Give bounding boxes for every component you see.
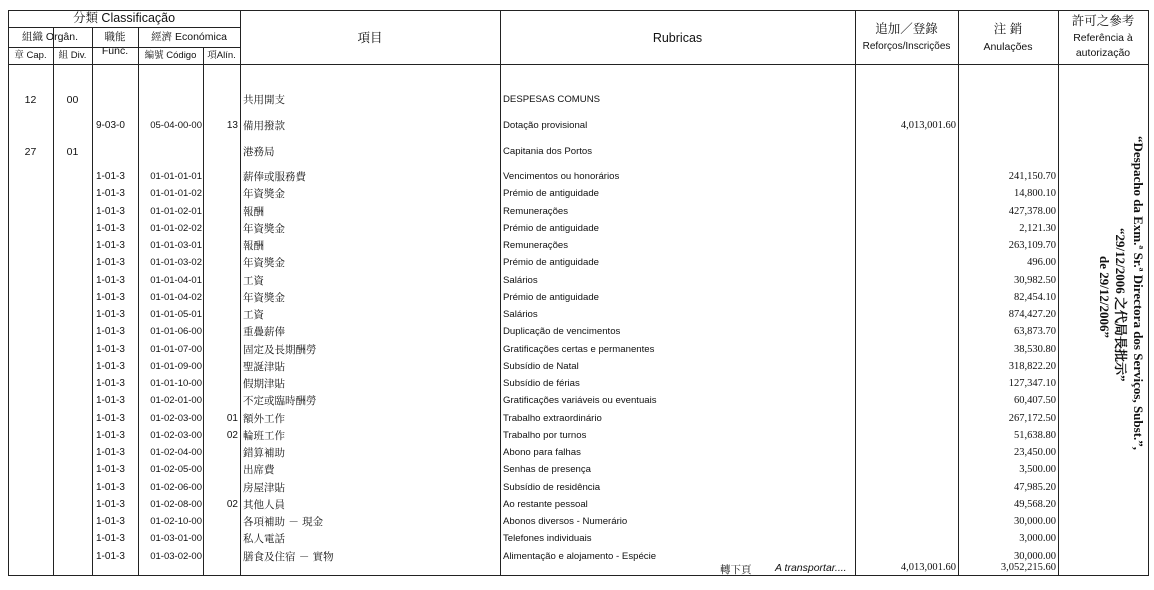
cell-anulacao: 14,800.10 (1014, 188, 1056, 200)
cell-zh: 報酬 (243, 205, 264, 218)
cell-func: 1-01-3 (96, 464, 125, 476)
cell-code: 01-02-10-00 (150, 516, 202, 527)
cell-func: 1-01-3 (96, 343, 125, 355)
cell-code: 01-01-03-01 (150, 240, 202, 251)
reference-header-pt2: autorização (1075, 47, 1131, 59)
cell-div: 01 (66, 146, 79, 158)
cell-anulacao: 241,150.70 (1008, 171, 1056, 182)
cell-pt: Prémio de antiguidade (503, 222, 600, 234)
cell-func: 1-01-3 (96, 326, 125, 338)
cell-code: 01-01-09-00 (150, 360, 202, 372)
reference-header-pt1: Referência à (1073, 32, 1133, 44)
cell-code: 01-01-03-02 (150, 257, 202, 269)
cell-anulacao: 2,121.30 (1019, 222, 1056, 234)
cell-code: 01-03-02-00 (150, 550, 202, 562)
cell-pt: Salários (503, 274, 538, 286)
chapter-header: 章 Cap. (14, 50, 47, 61)
reference-header-zh: 許可之參考 (1071, 14, 1135, 28)
cell-func: 1-01-3 (96, 533, 125, 545)
cell-pt: Trabalho por turnos (503, 429, 587, 441)
cell-anulacao: 263,109.70 (1008, 240, 1056, 251)
cell-func: 1-01-3 (96, 516, 125, 527)
cell-zh: 年資獎金 (243, 222, 285, 235)
cell-func: 1-01-3 (96, 481, 125, 493)
cell-pt: Subsídio de férias (503, 378, 580, 389)
cell-func: 9-03-0 (96, 120, 125, 131)
cell-func: 1-01-3 (96, 291, 125, 303)
alinea-header: 項Alín. (207, 50, 236, 61)
cell-cap: 12 (24, 94, 37, 106)
cell-zh: 工資 (243, 309, 264, 321)
cell-func: 1-01-3 (96, 274, 125, 286)
cell-alin: 01 (226, 412, 238, 424)
division-header: 組 Div. (58, 50, 87, 61)
cell-code: 01-01-02-02 (150, 222, 202, 234)
cell-zh: 共用開支 (243, 94, 285, 106)
authorization-line-1: “Despacho da Exm.ª Sr.ª Directora dos Serviços, Subst.”, (1131, 136, 1146, 451)
cell-code: 01-02-03-00 (150, 412, 202, 424)
cell-zh: 年資獎金 (243, 257, 285, 270)
cell-func: 1-01-3 (96, 205, 125, 217)
cell-code: 01-02-01-00 (150, 395, 202, 407)
cell-code: 01-01-10-00 (150, 378, 202, 389)
cell-anulacao: 51,638.80 (1014, 429, 1056, 441)
cell-code: 01-01-01-02 (150, 188, 202, 200)
cell-alin: 02 (226, 429, 238, 441)
cell-func: 1-01-3 (96, 429, 125, 441)
reforcos-header-pt: Reforços/Inscrições (862, 41, 951, 52)
cell-code: 01-01-04-02 (150, 291, 202, 303)
cell-func: 1-01-3 (96, 240, 125, 251)
cell-anulacao: 30,000.00 (1014, 550, 1056, 562)
cell-pt: Capitania dos Portos (503, 146, 593, 157)
authorization-line-3: de 29/12/2006” (1097, 256, 1112, 338)
cell-alin: 13 (226, 120, 238, 131)
cell-code: 01-02-06-00 (150, 481, 202, 493)
cell-pt: Subsídio de Natal (503, 360, 579, 372)
cell-code: 01-01-01-01 (150, 171, 202, 182)
cell-zh: 年資獎金 (243, 291, 285, 304)
cell-pt: Telefones individuais (503, 533, 592, 545)
cell-anulacao: 23,450.00 (1014, 447, 1056, 458)
authorization-reference (1060, 128, 1154, 568)
cell-zh: 薪俸或服務費 (243, 171, 306, 183)
cell-anulacao: 3,500.00 (1019, 464, 1056, 476)
reforcos-header-zh: 追加／登錄 (875, 22, 938, 36)
cell-zh: 膳食及住宿 － 實物 (243, 550, 334, 563)
cell-zh: 錯算補助 (243, 447, 285, 459)
cell-anulacao: 38,530.80 (1014, 343, 1056, 355)
cell-zh: 工資 (243, 274, 264, 287)
cell-zh: 額外工作 (243, 412, 285, 425)
cell-zh: 報酬 (243, 240, 264, 252)
cell-zh: 聖誕津貼 (243, 360, 285, 373)
cell-anulacao: 874,427.20 (1008, 309, 1056, 320)
item-header: 項目 (357, 31, 383, 45)
cell-code: 01-01-04-01 (150, 274, 202, 286)
cell-func: 1-01-3 (96, 378, 125, 389)
cell-anulacao: 47,985.20 (1014, 481, 1056, 493)
cell-code: 01-03-01-00 (150, 533, 202, 545)
cell-func: 1-01-3 (96, 447, 125, 458)
cell-pt: Abonos diversos - Numerário (503, 516, 628, 527)
cell-pt: Subsídio de residência (503, 481, 601, 493)
cell-zh: 出席費 (243, 464, 275, 477)
cell-zh: 各項補助 － 現金 (243, 516, 324, 528)
cell-code: 01-01-05-01 (150, 309, 202, 320)
total-anulacoes: 3,052,215.60 (1000, 562, 1056, 573)
cell-code: 01-02-04-00 (150, 447, 202, 458)
cell-anulacao: 318,822.20 (1008, 360, 1056, 372)
cell-zh: 港務局 (243, 146, 275, 158)
cell-anulacao: 63,873.70 (1014, 326, 1056, 338)
cell-zh: 年資獎金 (243, 188, 285, 201)
classification-header: 分類 Classificação (72, 11, 176, 25)
cell-anulacao: 49,568.20 (1014, 498, 1056, 510)
cell-pt: Alimentação e alojamento - Espécie (503, 550, 657, 562)
cell-zh: 固定及長期酬勞 (243, 343, 317, 356)
cell-reforco: 4,013,001.60 (900, 120, 956, 131)
cell-anulacao: 267,172.50 (1008, 412, 1056, 424)
cell-zh: 重疊薪俸 (243, 326, 285, 339)
transport-label-zh: 轉下頁 (720, 564, 752, 576)
cell-pt: Abono para falhas (503, 447, 581, 458)
cell-pt: Prémio de antiguidade (503, 257, 600, 269)
cell-code: 01-02-03-00 (150, 429, 202, 441)
cell-pt: Ao restante pessoal (503, 498, 588, 510)
cell-pt: Dotação provisional (503, 120, 588, 131)
code-header: 編號 Código (144, 50, 197, 61)
cell-anulacao: 30,982.50 (1014, 274, 1056, 286)
cell-cap: 27 (24, 146, 37, 158)
cell-anulacao: 60,407.50 (1014, 395, 1056, 407)
cell-pt: Gratificações variáveis ou eventuais (503, 395, 657, 407)
cell-anulacao: 82,454.10 (1014, 291, 1056, 303)
organ-header: 組織 Orgân. (21, 31, 79, 43)
anulacoes-header-pt: Anulações (983, 41, 1033, 53)
cell-func: 1-01-3 (96, 257, 125, 269)
cell-anulacao: 127,347.10 (1008, 378, 1056, 389)
cell-func: 1-01-3 (96, 360, 125, 372)
cell-func: 1-01-3 (96, 222, 125, 234)
cell-code: 01-02-08-00 (150, 498, 202, 510)
cell-zh: 房屋津貼 (243, 481, 285, 494)
cell-zh: 私人電話 (243, 533, 285, 546)
cell-alin: 02 (226, 498, 238, 510)
cell-div: 00 (66, 94, 79, 106)
cell-zh: 假期津貼 (243, 378, 285, 390)
function-header-zh: 職能 (104, 31, 126, 43)
cell-pt: Duplicação de vencimentos (503, 326, 621, 338)
cell-anulacao: 427,378.00 (1008, 205, 1056, 217)
cell-pt: Prémio de antiguidade (503, 291, 600, 303)
cell-func: 1-01-3 (96, 395, 125, 407)
economic-header: 經濟 Económica (151, 31, 227, 43)
cell-code: 05-04-00-00 (150, 120, 202, 131)
cell-anulacao: 496.00 (1027, 257, 1056, 269)
rubricas-header: Rubricas (652, 31, 703, 45)
cell-pt: Gratificações certas e permanentes (503, 343, 655, 355)
cell-pt: Remunerações (503, 205, 569, 217)
cell-pt: Vencimentos ou honorários (503, 171, 620, 182)
anulacoes-header-zh: 注 銷 (993, 22, 1023, 36)
cell-func: 1-01-3 (96, 498, 125, 510)
cell-func: 1-01-3 (96, 309, 125, 320)
cell-anulacao: 3,000.00 (1019, 533, 1056, 545)
cell-code: 01-01-06-00 (150, 326, 202, 338)
transport-label-pt: A transportar.... (775, 562, 847, 574)
cell-func: 1-01-3 (96, 550, 125, 562)
function-header-pt: Func. (101, 45, 129, 57)
authorization-line-2: “29/12/2006 之代局長批示” (1113, 228, 1128, 382)
cell-code: 01-01-07-00 (150, 343, 202, 355)
cell-pt: Remunerações (503, 240, 569, 251)
total-reforcos: 4,013,001.60 (900, 562, 956, 573)
cell-func: 1-01-3 (96, 171, 125, 182)
cell-func: 1-01-3 (96, 188, 125, 200)
cell-zh: 不定或臨時酬勞 (243, 395, 317, 408)
cell-code: 01-01-02-01 (150, 205, 202, 217)
cell-pt: Senhas de presença (503, 464, 592, 476)
cell-zh: 輪班工作 (243, 429, 285, 442)
cell-pt: Prémio de antiguidade (503, 188, 600, 200)
cell-zh: 備用撥款 (243, 120, 285, 132)
cell-zh: 其他人員 (243, 498, 285, 511)
cell-code: 01-02-05-00 (150, 464, 202, 476)
cell-anulacao: 30,000.00 (1014, 516, 1056, 527)
cell-pt: Trabalho extraordinário (503, 412, 602, 424)
cell-pt: DESPESAS COMUNS (503, 94, 601, 105)
cell-func: 1-01-3 (96, 412, 125, 424)
cell-pt: Salários (503, 309, 538, 320)
